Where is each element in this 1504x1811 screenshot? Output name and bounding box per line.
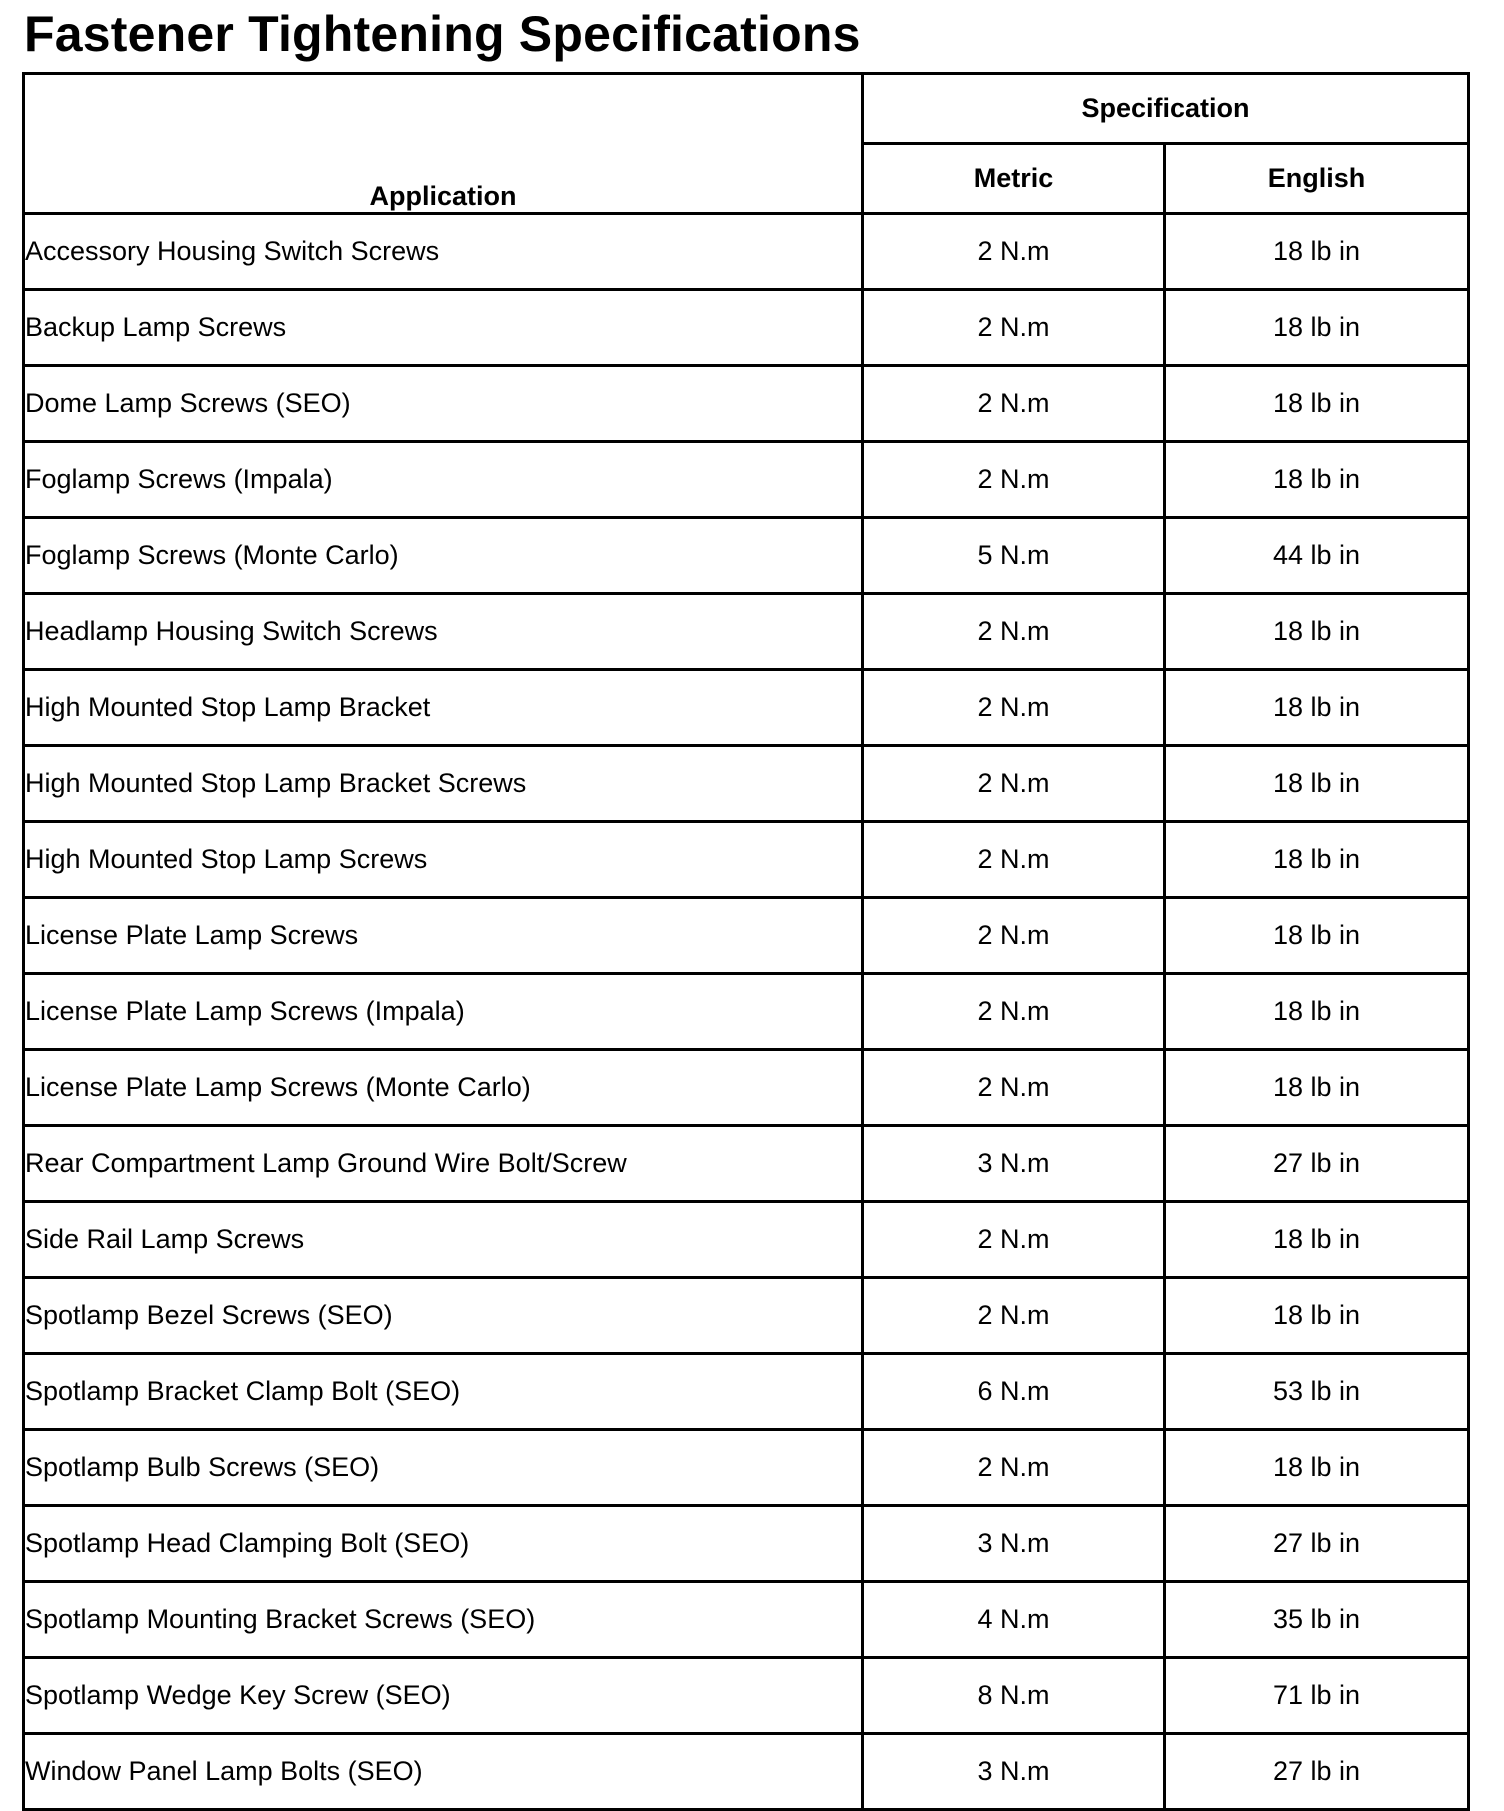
application-cell: Spotlamp Mounting Bracket Screws (SEO) bbox=[24, 1582, 863, 1658]
application-cell: Rear Compartment Lamp Ground Wire Bolt/Screw bbox=[24, 1126, 863, 1202]
table-body bbox=[24, 214, 1469, 1810]
table-row bbox=[24, 1430, 1469, 1506]
english-cell: 18 lb in bbox=[1165, 214, 1469, 290]
application-cell: Spotlamp Bezel Screws (SEO) bbox=[24, 1278, 863, 1354]
metric-cell: 2 N.m bbox=[863, 366, 1165, 442]
application-cell: Spotlamp Head Clamping Bolt (SEO) bbox=[24, 1506, 863, 1582]
table-row bbox=[24, 974, 1469, 1050]
application-cell: Side Rail Lamp Screws bbox=[24, 1202, 863, 1278]
english-cell: 71 lb in bbox=[1165, 1658, 1469, 1734]
table-row bbox=[24, 670, 1469, 746]
english-cell: 44 lb in bbox=[1165, 518, 1469, 594]
metric-cell: 5 N.m bbox=[863, 518, 1165, 594]
application-cell: Spotlamp Bulb Screws (SEO) bbox=[24, 1430, 863, 1506]
metric-cell: 3 N.m bbox=[863, 1734, 1165, 1810]
metric-cell: 2 N.m bbox=[863, 1202, 1165, 1278]
table-row bbox=[24, 1202, 1469, 1278]
table-row bbox=[24, 1050, 1469, 1126]
metric-cell: 2 N.m bbox=[863, 214, 1165, 290]
application-cell: License Plate Lamp Screws (Monte Carlo) bbox=[24, 1050, 863, 1126]
metric-cell: 2 N.m bbox=[863, 290, 1165, 366]
table-row bbox=[24, 1278, 1469, 1354]
spec-table bbox=[22, 72, 1470, 1811]
table-row bbox=[24, 898, 1469, 974]
application-cell: Backup Lamp Screws bbox=[24, 290, 863, 366]
table-row bbox=[24, 1506, 1469, 1582]
english-cell: 18 lb in bbox=[1165, 290, 1469, 366]
metric-cell: 4 N.m bbox=[863, 1582, 1165, 1658]
english-cell: 18 lb in bbox=[1165, 1430, 1469, 1506]
metric-cell: 3 N.m bbox=[863, 1506, 1165, 1582]
table-row bbox=[24, 1354, 1469, 1430]
application-cell: Foglamp Screws (Monte Carlo) bbox=[24, 518, 863, 594]
metric-header: Metric bbox=[863, 144, 1165, 214]
application-header: Application bbox=[24, 74, 863, 214]
english-cell: 18 lb in bbox=[1165, 822, 1469, 898]
english-cell: 18 lb in bbox=[1165, 366, 1469, 442]
table-row bbox=[24, 1582, 1469, 1658]
table-row bbox=[24, 1658, 1469, 1734]
metric-cell: 2 N.m bbox=[863, 822, 1165, 898]
table-row bbox=[24, 594, 1469, 670]
page-title: Fastener Tightening Specifications bbox=[24, 6, 861, 62]
specification-header: Specification bbox=[863, 74, 1469, 144]
application-cell: License Plate Lamp Screws (Impala) bbox=[24, 974, 863, 1050]
metric-cell: 2 N.m bbox=[863, 898, 1165, 974]
application-cell: Spotlamp Bracket Clamp Bolt (SEO) bbox=[24, 1354, 863, 1430]
application-cell: Spotlamp Wedge Key Screw (SEO) bbox=[24, 1658, 863, 1734]
english-cell: 27 lb in bbox=[1165, 1126, 1469, 1202]
header-row-top bbox=[24, 74, 1469, 144]
application-cell: High Mounted Stop Lamp Screws bbox=[24, 822, 863, 898]
application-cell: Headlamp Housing Switch Screws bbox=[24, 594, 863, 670]
english-cell: 18 lb in bbox=[1165, 670, 1469, 746]
english-cell: 35 lb in bbox=[1165, 1582, 1469, 1658]
metric-cell: 6 N.m bbox=[863, 1354, 1165, 1430]
metric-cell: 2 N.m bbox=[863, 670, 1165, 746]
table-row bbox=[24, 746, 1469, 822]
table-row bbox=[24, 518, 1469, 594]
english-cell: 27 lb in bbox=[1165, 1734, 1469, 1810]
metric-cell: 2 N.m bbox=[863, 1278, 1165, 1354]
application-cell: High Mounted Stop Lamp Bracket Screws bbox=[24, 746, 863, 822]
table-row bbox=[24, 1734, 1469, 1810]
english-cell: 18 lb in bbox=[1165, 1278, 1469, 1354]
table-row bbox=[24, 366, 1469, 442]
english-cell: 18 lb in bbox=[1165, 974, 1469, 1050]
metric-cell: 2 N.m bbox=[863, 974, 1165, 1050]
table-row bbox=[24, 822, 1469, 898]
application-cell: Accessory Housing Switch Screws bbox=[24, 214, 863, 290]
metric-cell: 8 N.m bbox=[863, 1658, 1165, 1734]
application-cell: High Mounted Stop Lamp Bracket bbox=[24, 670, 863, 746]
metric-cell: 2 N.m bbox=[863, 1050, 1165, 1126]
english-cell: 18 lb in bbox=[1165, 594, 1469, 670]
english-header: English bbox=[1165, 144, 1469, 214]
metric-cell: 3 N.m bbox=[863, 1126, 1165, 1202]
application-cell: Foglamp Screws (Impala) bbox=[24, 442, 863, 518]
english-cell: 18 lb in bbox=[1165, 898, 1469, 974]
english-cell: 18 lb in bbox=[1165, 1202, 1469, 1278]
application-cell: Window Panel Lamp Bolts (SEO) bbox=[24, 1734, 863, 1810]
metric-cell: 2 N.m bbox=[863, 442, 1165, 518]
metric-cell: 2 N.m bbox=[863, 594, 1165, 670]
table-row bbox=[24, 290, 1469, 366]
application-cell: Dome Lamp Screws (SEO) bbox=[24, 366, 863, 442]
english-cell: 18 lb in bbox=[1165, 1050, 1469, 1126]
table-row bbox=[24, 1126, 1469, 1202]
english-cell: 18 lb in bbox=[1165, 442, 1469, 518]
english-cell: 18 lb in bbox=[1165, 746, 1469, 822]
metric-cell: 2 N.m bbox=[863, 746, 1165, 822]
english-cell: 27 lb in bbox=[1165, 1506, 1469, 1582]
table-row bbox=[24, 214, 1469, 290]
table-row bbox=[24, 442, 1469, 518]
table-header bbox=[24, 74, 1469, 214]
english-cell: 53 lb in bbox=[1165, 1354, 1469, 1430]
application-cell: License Plate Lamp Screws bbox=[24, 898, 863, 974]
metric-cell: 2 N.m bbox=[863, 1430, 1165, 1506]
